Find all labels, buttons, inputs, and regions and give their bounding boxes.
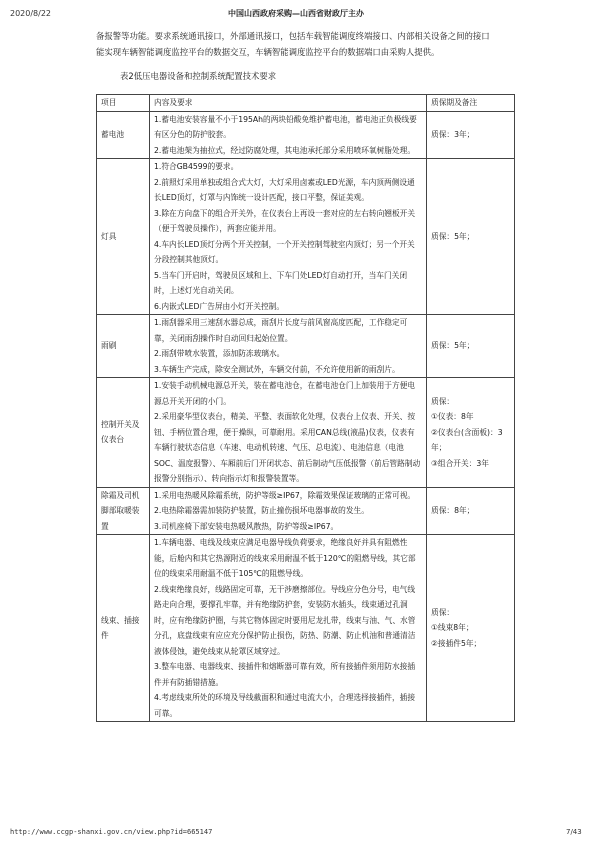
row-item: 雨刷	[97, 315, 150, 378]
warranty-line: ③组合开关：3年	[431, 458, 489, 468]
spec-table	[96, 94, 515, 722]
requirement: 5.当车门开启时，驾驶员区域和上、下车门处LED灯自动打开，当车门关闭时，上述灯光自动关闭。	[154, 270, 408, 295]
header-warranty: 质保期及备注	[427, 95, 515, 112]
requirement: 1.车辆电器、电线及线束应满足电器导线负荷要求，绝缘良好并具有阻燃性能，后舱内和其它热源附近的线束采用耐温不低于120℃的阻燃导线，其它部位的线束采用耐温不低于105℃的阻燃导线。	[154, 538, 416, 578]
warranty-line: 质保：	[431, 396, 455, 406]
requirement: 2.线束绝缘良好，线路固定可靠，无干涉磨擦部位。导线应分色分号，电气线路走向合理，要撑孔牢靠，并有绝缘防护套，安装防水插头，线束通过孔洞时，应有绝缘防护圈，与其它物体固定时要用尼龙扎带，线束与油、气、水管分孔，底盘线束有应应充分保护防止损伤，防热、防潮、防止机油和普通清洁液体侵蚀，避免线束从轮罩区域穿过。	[154, 584, 416, 656]
intro-line: 能实现车辆智能调度监控平台的数据交互，车辆智能调度监控平台的数据端口由采购人提供。	[96, 46, 440, 57]
requirement: 1.采用电热暖风除霜系统，防护等级≥IP67，除霜效果保证玻璃的正常可视。	[154, 490, 416, 500]
requirement: 2.蓄电池架为抽拉式，经过防腐处理，其电池承托部分采用喷环氧树脂处理。	[154, 145, 416, 155]
requirement: 1.安装手动机械电源总开关，装在蓄电池仓，在蓄电池仓门上加装用于方便电源总开关开闭的小门。	[154, 381, 416, 406]
site-title: 中国山西政府采购—山西省财政厅主办	[228, 9, 364, 18]
table-row	[97, 487, 515, 535]
row-content	[150, 111, 427, 159]
requirement: 2.采用豪华型仪表台，精美、平整、表面软化处理，仪表台上仪表、开关、按钮、手柄位置合理，便于操纵，可靠耐用。采用CAN总线(液晶)仪表，仪表有车辆行驶状态信息（车速、电动机转速、气压、总电流）、电池信息（电池SOC、温度报警）、车厢前后门开闭状态、前后制动气压低报警（前后管路制动报警分别指示）、转向指示灯和报警装置等。	[154, 412, 421, 483]
warranty-line: ①线束8年；	[431, 623, 474, 633]
requirement: 4.考虑线束所处的环境及导线截面积和通过电流大小，合理选择接插件，插接可靠。	[154, 693, 416, 718]
row-content	[150, 535, 427, 722]
row-warranty	[427, 535, 515, 722]
requirement: 6.内嵌式LED广告屏由小灯开关控制。	[154, 301, 285, 311]
row-item: 灯具	[97, 159, 150, 315]
requirement: 3.除在方向盘下的组合开关外，在仪表台上再设一套对应的左右转向翘板开关（便于驾驶员操作），两套应能并用。	[154, 208, 416, 233]
table-row	[97, 535, 515, 722]
row-warranty	[427, 315, 515, 378]
warranty-line: ②仪表台(含面板)：3年；	[431, 427, 503, 452]
row-content	[150, 487, 427, 535]
table-row	[97, 111, 515, 159]
requirement: 1.蓄电池安装容量不小于195Ah的两块铅酸免维护蓄电池，蓄电池正负极线要有区分色的防护胶套。	[154, 114, 417, 139]
requirement: 1.雨刮器采用三速刮水器总成，雨刮片长度与前风窗高度匹配，工作稳定可靠，关闭雨刮操作时自动回归起始位置。	[154, 318, 408, 343]
requirement: 3.司机座椅下部安装电热暖风散热，防护等级≥IP67。	[154, 521, 339, 531]
requirement: 2.前照灯采用单独或组合式大灯，大灯采用卤素或LED光源，车内顶两侧设通长LED顶灯，灯罩与内饰统一设计匹配，接口平整，保证美观。	[154, 177, 415, 202]
row-item: 除霜及司机脚部取暖装置	[97, 487, 150, 535]
header-item: 项目	[97, 95, 150, 112]
requirement: 3.车辆生产完成，除安全测试外，车辆交付前，不允许使用新的雨刮片。	[154, 364, 400, 374]
warranty-line: 质保：5年；	[431, 231, 475, 241]
print-date: 2020/8/22	[10, 9, 52, 18]
requirement: 2.电热除霜器需加装防护装置，防止撞伤损坏电器事故的发生。	[154, 506, 369, 515]
warranty-line: 质保：3年；	[431, 130, 475, 139]
row-item: 蓄电池	[97, 111, 150, 159]
requirement: 1.符合GB4599的要求。	[154, 162, 239, 171]
row-warranty	[427, 378, 515, 488]
warranty-line: 质保：	[431, 607, 455, 617]
row-warranty	[427, 487, 515, 535]
header-content: 内容及要求	[150, 95, 427, 112]
table-row	[97, 315, 515, 378]
intro-paragraph	[96, 29, 516, 60]
row-content	[150, 159, 427, 315]
warranty-line: 质保：5年；	[431, 341, 475, 351]
requirement: 3.整车电器、电器线束、接插件和熔断器可靠有效，所有接插件须用防水接插件并有防插错措施。	[154, 662, 416, 687]
page-number: 7/43	[566, 828, 582, 836]
requirement: 4.车内长LED顶灯分两个开关控制，一个开关控制驾驶室内顶灯；另一个开关分段控制其他顶灯。	[154, 239, 415, 264]
intro-line: 备报警等功能。要求系统通讯接口，外部通讯接口，包括车载智能调度终端接口、内部相关设备之间的接口	[96, 31, 490, 41]
warranty-line: ①仪表：8年	[431, 412, 474, 421]
row-warranty	[427, 159, 515, 315]
table-row	[97, 378, 515, 488]
row-content	[150, 315, 427, 378]
table-row	[97, 159, 515, 315]
page-url: http://www.ccgp-shanxi.gov.cn/view.php?id=665147	[10, 828, 213, 836]
requirement: 2.雨刮带喷水装置，添加防冻玻璃水。	[154, 349, 285, 358]
row-warranty	[427, 111, 515, 159]
table-header-row	[97, 95, 515, 112]
row-item: 线束、插接件	[97, 535, 150, 722]
table-caption: 表2低压电器设备和控制系统配置技术要求	[120, 71, 277, 81]
row-content	[150, 378, 427, 488]
warranty-line: 质保：8年；	[431, 506, 475, 515]
warranty-line: ②接插件5年；	[431, 638, 482, 648]
row-item: 控制开关及仪表台	[97, 378, 150, 488]
